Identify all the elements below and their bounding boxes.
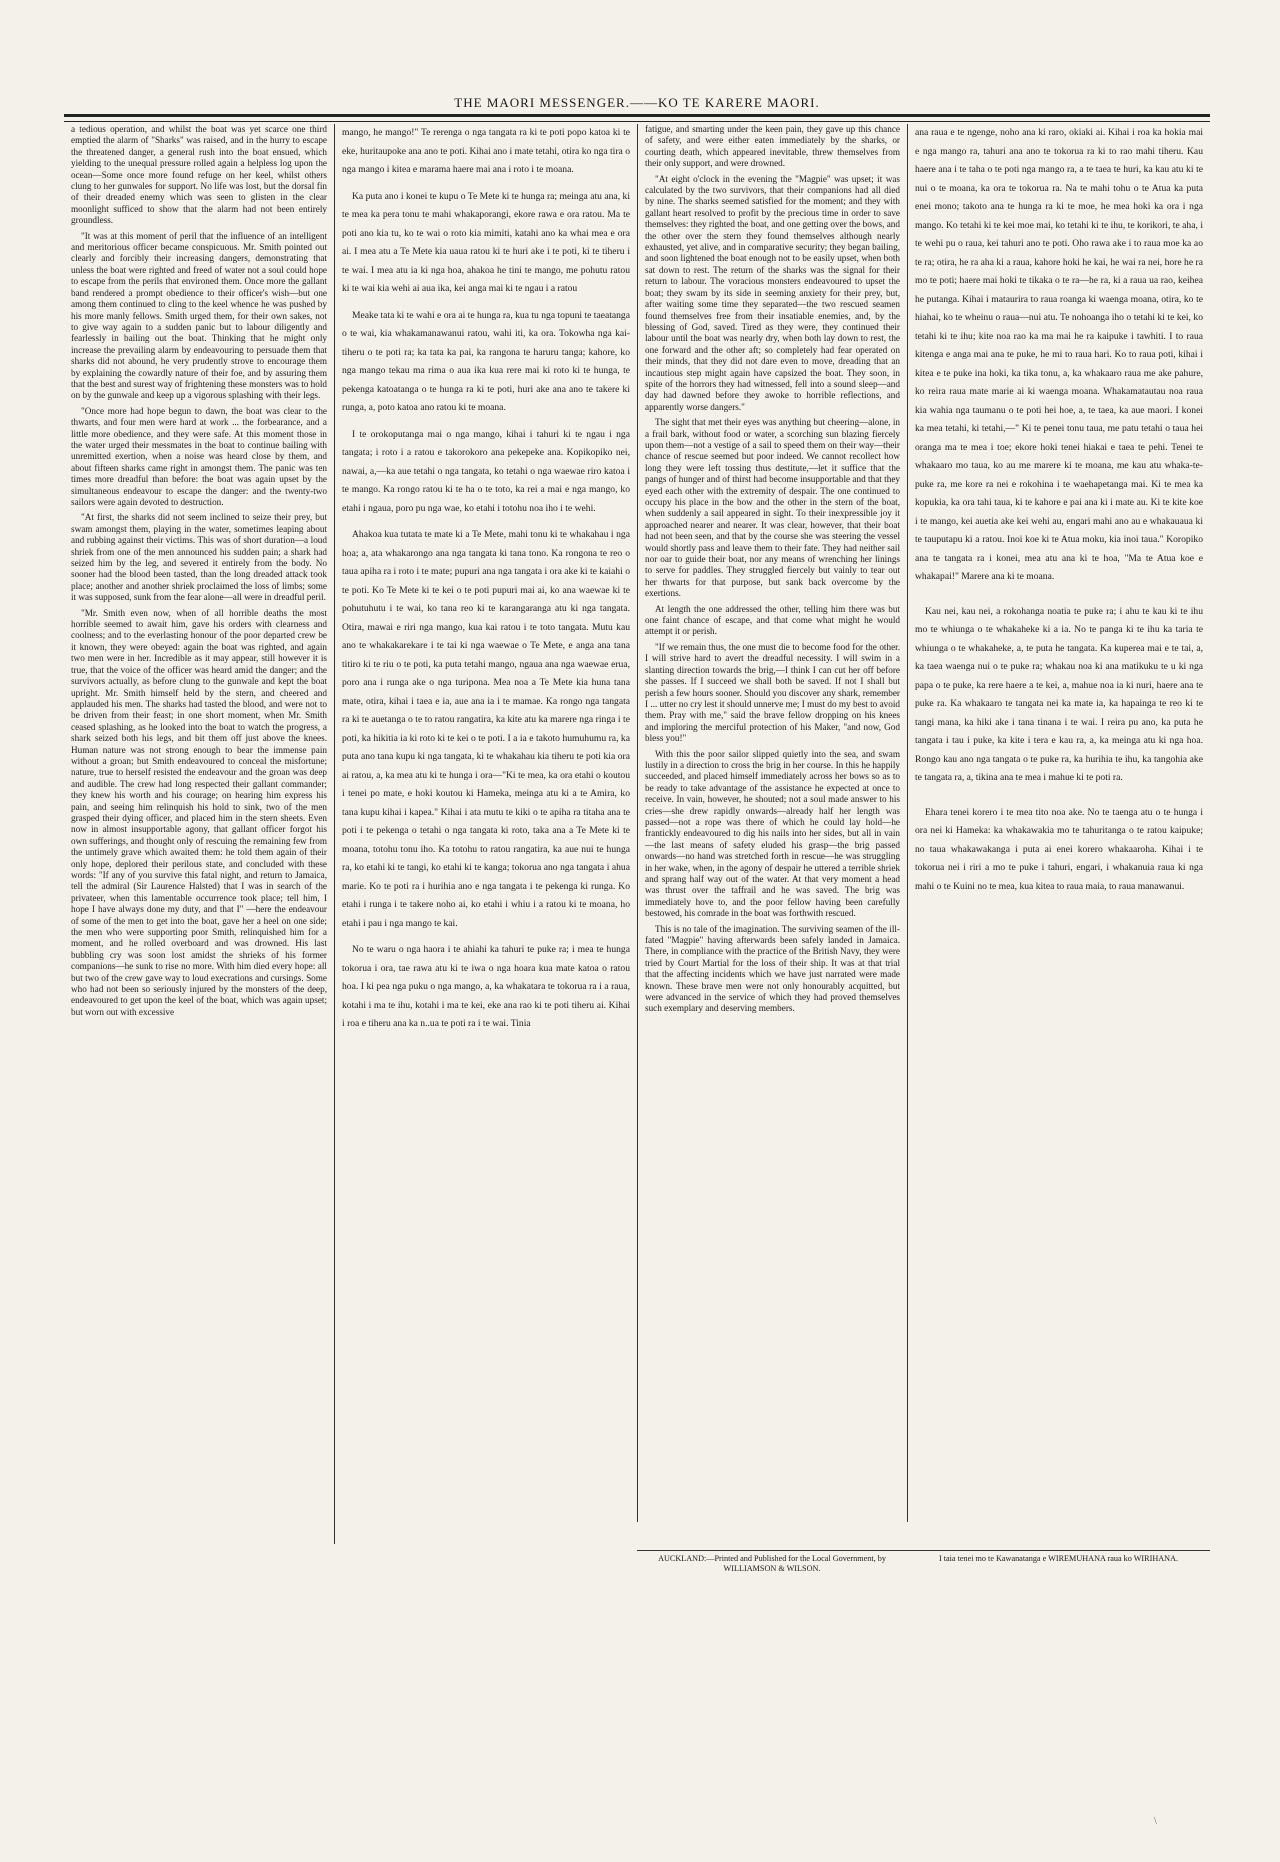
paragraph: No te waru o nga haora i te ahiahi ka tahuri te puke ra; i mea te hunga tokorua i ora, tae rawa atu ki te iwa o nga hoara kua mate katoa o ratou hoa. I ki pea nga puku o nga mango, a, ka whakatara te tokorua ra i a raua, kotahi i ma te ihu, kotahi i ma te kei, eke ana rao ki te poti tiheru ai. Kihai i roa e tiheru ana ka n..ua te poti ra i te wai. Tinia xyxy=(342,944,630,1029)
paragraph: This is no tale of the imagination. The surviving seamen of the ill-fated "Magpie" having afterwards been safely landed in Jamaica. There, in compliance with the practice of the British Navy, they were tried by Court Martial for the loss of their ship. It was at that trial that the affecting incidents which we have just narrated were made known. These brave men were not only honourably acquitted, but were advanced in the service of which they had proved themselves such exemplary and deserving members. xyxy=(645,923,900,1014)
paragraph: "At eight o'clock in the evening the "Magpie" was upset; it was calculated by the two survivors, that their companions had all died by nine. The sharks seemed satisfied for the moment; and they with gallant heart resolved to profit by the precious time in order to save themselves: they righted the boat, and one getting over the bows, and the other over the stern they found themselves although nearly exhausted, yet alive, and in comparative security; they began bailing, and soon lightened the boat enough not to be easily upset, when both sat down to rest. The return of the sharks was the signal for their return to labour. The voracious monsters endeavoured to upset the boat; they swam by its side in seeming anxiety for their prey, but, after waiting some time they separated—the two rescued seamen found themselves free from their insatiable enemies, and, by the blessing of God, saved. Tired as they were, they continued their labour until the boat was nearly dry, when both lay down to rest, the one forward and the other aft; so completely had fear operated on their minds, that they did not dare even to move, dreading that an incautious step might again have capsized the boat. They soon, in spite of the horrors they had witnessed, fell into a sound sleep—and day had dawned before they awoke to horrible reflections, and apparently worse dangers." xyxy=(645,173,900,412)
paragraph: With this the poor sailor slipped quietly into the sea, and swam lustily in a direction to cross the brig in her course. In this he happily succeeded, and placed himself immediately across her bows so as to be ready to take advantage of the assistance he expected at once to receive. In vain, however, he shouted; not a soul made answer to his cries—she drew rapidly onwards—already half her length was passed—not a rope was there of which he could lay hold—he frantickly endeavoured to dig his nails into her sides, but all in vain—the last means of safety eluded his grasp—the brig passed onwards—no hand was stretched forth in rescue—he was struggling in her wake, when, in the agony of despair he uttered a terrible shriek and sprang half way out of the water. At that very moment a head was thrust over the taffrail and he was saved. The brig was immediately hove to, and the poor fellow having been carefully bestowed, his comrade in the boat was forthwith rescued. xyxy=(645,748,900,919)
imprint-english: AUCKLAND:—Printed and Published for the Local Government, by WILLIAMSON & WILSON. xyxy=(637,1550,907,1574)
column-english-1 xyxy=(64,124,334,1544)
paragraph: I te orokoputanga mai o nga mango, kihai i tahuri ki te ngau i nga tangata; i roto i a ratou e takorokoro ana pekepeke ana. Kopikopiko nei, nawai, a,—ka aue tetahi o nga tangata, ko tetahi o nga waewae riro katoa i te mango. Ka rongo ratou ki te ha o te toto, ka rei a mai e nga mango, ko etahi i ngaua, poro pu nga wae, ko etahi i totohu noa iho i te wehi. xyxy=(342,428,630,514)
running-header: THE MAORI MESSENGER.——KO TE KARERE MAORI. xyxy=(454,95,820,110)
paragraph: a tedious operation, and whilst the boat was yet scarce one third emptied the alarm of "Sharks" was raised, and in the hurry to escape the threatened danger, a general rush into the boat ensued, which yielding to the unequal pressure rolled again a helpless log upon the ocean—Some once more found refuge on her keel, whilst others clung to her gunwales for support. No life was lost, but the dorsal fin of their dreaded enemy which was seen to glisten in the clear moonlight sufficed to show that the alarm had not been entirely groundless. xyxy=(71,124,327,226)
column-maori-2 xyxy=(907,124,1210,1522)
paragraph: Meake tata ki te wahi e ora ai te hunga ra, kua tu nga topuni te taeatanga o te wai, kia whakamanawanui ratou, wahi iti, ka ora. Tokowha nga kai-tiheru o te poti ra; ka tata ka pai, ka rangona te haruru tanga; kahore, ko nga mango tekau ma rima o aua ika kua rere mai ki roto ki te hunga, te pekenga katoatanga o te hunga ra ki te poti, huri ake ana ano te takere ki runga, a, poto katoa ano ratou ki te moana. xyxy=(342,309,630,413)
newspaper-page xyxy=(64,94,1210,1574)
paragraph: "It was at this moment of peril that the influence of an intelligent and meritorious officer became conspicuous. Mr. Smith pointed out clearly and forcibly their increasing dangers, demonstrating that unless the boat were righted and freed of water not a soul could hope to escape from the perils that environed them. Once more the gallant band rendered a prompt obedience to their officer's wish—but one among them continued to cling to the keel whence he was pushed by his more manly fellows. Smith urged them, for their own sakes, not to give way again to a sudden panic but to labour diligently and fearlessly in bailing out the boat. Thinking that he might only increase the prevailing alarm by endeavouring to persuade them that sharks did not abound, he very prudently strove to encourage them by explaining the cowardly nature of their foe, and by assuring them that the best and surest way of frightening these monsters was to hold on by the gunwale and keep up a vigorous splashing with their legs. xyxy=(71,230,327,401)
imprint-row xyxy=(64,1544,1210,1574)
paragraph: fatigue, and smarting under the keen pain, they gave up this chance of safety, and were either eaten immediately by the sharks, or courting death, which appeared inevitable, threw themselves from their only support, and were drowned. xyxy=(645,124,900,169)
text-columns xyxy=(64,124,1210,1544)
page-mark: \ xyxy=(1154,1816,1157,1827)
column-english-2 xyxy=(637,124,907,1522)
paragraph: The sight that met their eyes was anything but cheering—alone, in a frail bark, without food or water, a scorching sun blazing fiercely upon them—not a vestige of a sail to speed them on their way—their chance of rescue seemed but poor indeed. We cannot recollect how long they were left tossing thus destitute,—let it suffice that the pangs of hunger and of thirst had become insupportable and that they eyed each other with the extremity of despair. The one continued to occupy his place in the bow and the other in the stern of the boat, when suddenly a sail appeared in sight. To their inexpressible joy it approached nearer and nearer. It was clear, however, that their boat had not been seen, and that by the course she was steering the vessel would shortly pass and leave them to their fate. They had neither sail nor oar to guide their boat, nor any means of wrenching her linings to serve for paddles. They struggled fiercely but vainly to tear out her thwarts for that purpose, but sank back overcome by the exertions. xyxy=(645,417,900,599)
paragraph: At length the one addressed the other, telling him there was but one faint chance of escape, and that come what might he would attempt it or perish. xyxy=(645,603,900,637)
paragraph: Ehara tenei korero i te mea tito noa ake. No te taenga atu o te hunga i ora nei ki Hameka: ka whakawakia mo te tahuritanga o te ratou kaipuke; no taua whakawakanga i puta ai enei korero whakaaroha. Kihai i te tokorua nei i riri a mo te puke i tahuri, engari, i whakanuia raua ki nga mahi o te Kuini no te mea, kua kitea to raua maia, to raua manawanui. xyxy=(915,806,1203,892)
paragraph: ana raua e te ngenge, noho ana ki raro, okiaki ai. Kihai i roa ka hokia mai e nga mango ra, tahuri ana ano te tokorua ra ki to rao mahi tiheru. Kau haere ana i te taha o te poti nga mango ra, a te taea te huri, ka kau atu ki te nui o te moana, ka ora te tokorua ra. Na te mahi tohu o te Atua ka puta enei mono; takoto ana te hunga ra ki te moe, he mea hoki ka ora i nga mango. Ko tetahi ki te kei moe mai, ko tetahi ki te ihu, te korikori, te aha, i te wehi pu o raua, kei tahuri ano te poti. Oho rawa ake i to raua moe ka ao te ra; otira, he ra aha ki a raua, kahore hoki he kai, he wai ra nei, hore he ra mo te poti; haere mai hoki te tikaka o te ra—he ra, ki a raua ua rao, keihea he putanga. Kihai i mataurira to raua roanga ki waenga moana, otira, ko te hiahai, ko te wheinu o raua—nui atu. Te nohoanga iho o tetahi ki te kei, ko tetahi ki te ihu; kite noa rao ka ma mai he ra kaipuke i tawhiti. I to raua kitenga e anga mai ana te puke, he mi to raua hari. Ko to raua poti, kihai i kitea e te puke ina hoki, ka tika tonu, a, ka whakaaro raua me ake pahure, ko reira raua mate marie ai ki waenga moana. Whakamatautau noa raua kia wahia nga taumanu o te poti hei hoe, a, te taea, ka aue maori. I konei ka mea tetahi, ki tetahi,—" Ki te penei tonu taua, me patu tetahi o taua hei oranga ma te mea i toe; ekore hoki tenei hiakai e taea te pehi. Tenei te whakaaro mo taua, ko au me marere ki te moana, me kau atu whaka-te-puke ra, me kore ra nei e rokohina i te waehapetanga mai. Ki te mea ka kopukia, ka ora tahi taua, ki te kahore e pai ana ki i mate au. Ki te kite koe i te mango, kei auetia ake kei wehi au, engari mahi ano au e whakauaua ki te tauputapu ki a ratou. Inoi koe ki te Atua moku, kia inoi taua." Koropiko ana te tangata ra i konei, mea atu ana ki te hoa, "Ma te Atua koe e whakapai!" Marere ana ki te moana. xyxy=(915,127,1203,582)
header-rule xyxy=(64,114,1210,122)
paragraph: Ka puta ano i konei te kupu o Te Mete ki te hunga ra; meinga atu ana, ki te mea ka pera tonu te mahi whakaporangi, ekore rawa e ora ratou. Ma te poti ano kia tu, ko te wai o roto kia mimiti, katahi ano ka whai mea e ora ai. I mea atu a Te Mete kia uaua ratou ki te huri ake i te poti, ki te tiheru i te wai. I mea atu ia ki nga hoa, ahakoa he tini te mango, me pohutu ratou ki te wai kia wehi ai aua ika, kei anga mai ki te ngau i a ratou xyxy=(342,190,630,294)
paragraph: "If we remain thus, the one must die to become food for the other. I will strive hard to avert the dreadful necessity. I will swim in a slanting direction towards the brig,—I think I can cut her off before she passes. If I succeed we shall both be saved. If not I shall but perish a few hours sooner. Should you discover any shark, remember I ... utter no cry lest it should unnerve me; I must do my best to avoid them. Pray with me," said the brave fellow dropping on his knees and imploring the merciful protection of his Maker, "and now, God bless you!" xyxy=(645,641,900,744)
column-maori-1 xyxy=(334,124,637,1544)
paragraph: Kau nei, kau nei, a rokohanga noatia te puke ra; i ahu te kau ki te ihu mo te whiunga o te whakaheke ki a ia. No te panga ki te ihu ka taria te whiunga o te whakaheke, a, te puta he tangata. Ka kuperea mai e te tai, a, ka taea waenga nui o te puke ra; whakau noa ki ana matikuku te u ki nga papa o te puke, ka rere haere a te kei, a, mahue noa ia ki nuri, haere ana te puke ra. Ka whakaaro te tangata nei ka mate ia, ka hapainga te reo ki te tangi mana, ka hiki ake i tana tinana i te wai. I reira pu ano, ka puta he tangata i tau i puke, ka kite i tera e kau ra, a, ka meinga atu ki nga hoa. Rongo kau ano nga tangata o te puke ra, ka hurihia te ihu, ka tangohia ake te tangata ra, a, tikina ana te mea i mahue ki te poti ra. xyxy=(915,605,1203,783)
paragraph: "At first, the sharks did not seem inclined to seize their prey, but swam amongst them, playing in the water, sometimes leaping about and rubbing against their victims. This was of short duration—a loud shriek from one of the men announced his sudden pain; a shark had seized him by the leg, and severed it entirely from the body. No sooner had the blood been tasted, than the long dreaded attack took place; another and another shriek proclaimed the loss of limbs; some it was supposed, sunk from the fear alone—all were in dreadful peril. xyxy=(71,512,327,603)
imprint-maori: I taia tenei mo te Kawanatanga e WIREMUHANA raua ko WIRIHANA. xyxy=(907,1550,1210,1574)
paragraph: mango, he mango!" Te rerenga o nga tangata ra ki te poti popo katoa ki te eke, huritaupoke ana ano te poti. Kihai ano i mate tetahi, otira ko nga tira o nga mango i kitea e marama haere mai ana i roto i te moana. xyxy=(342,127,630,175)
paragraph: Ahakoa kua tutata te mate ki a Te Mete, mahi tonu ki te whakahau i nga hoa; a, ata whakarongo ana nga tangata ki tana tono. Ka rongona te reo o taua apiha ra i roto i te mate; pupuri ana nga tangata i ora ake ki te kaiahi o te poti. Ko Te Mete ki te kei o te poti pupuri mai ai, ko ana waewae ki te pohutuhutu i te wai, ko tana reo ki te karangaranga atu ki nga tangata. Otira, mawai e riri nga mango, kua kai ratou i te toto tangata. Mutu kau ano te whakakarekare i te tai ki nga waewae o Te Mete, e anga ana tana titiro ki te riu o te poti, ka puta tetahi mango, ngaua ana nga waewae erua, poro ana i runga ake o nga turipona. Mea noa a Te Mete kia huna tana mate, otira, kihai i taea e ia, aue ana ia i te mamae. Ka rongo nga tangata ra ki te auetanga o te to ratou rangatira, ka kite atu ka marere nga ringa i te poti, ka hikitia ia ki roto ki te kei o te poti. I a ia e takoto humuhumu ra, ka puta ano tana kupu ki nga tangata, ki te whakahau kia tiheru te poti kia ora ai ratou, a, ka mea atu ki te hunga i ora—"Ki te mea, ka ora etahi o koutou i tenei po mate, e hoki koutou ki Hameka, meinga atu ki a te Amira, ko tana kupu kihai i kapea." Kihai i ata mutu te kiki o te apiha ra titaha ana te poti i te pekenga o tetahi o nga tangata ki roto, taka ana a Te Mete ki te moana, totohu tonu iho. Ka totohu to ratou rangatira, ka aue nui te hunga ra, ko etahi ki te tangi, ko etahi ki te kanga; tokorua ano nga tangata i ahua marie. Ko te poti ra i hurihia ano e nga tangata i te pekenga ki runga. Ko etahi i runga i te takere noho ai, ko etahi i whiu i a ratou ki te moana, ho etahi i pau i nga mango te kai. xyxy=(342,529,630,929)
paragraph: "Mr. Smith even now, when of all horrible deaths the most horrible seemed to await him, gave his orders with clearness and coolness; and to the everlasting honour of the poor departed crew be it known, they were obeyed: again the boat was righted, and again two men were in her. Incredible as it may appear, still however it is true, that the voice of the officer was heard amid the danger; and the survivors actually, as before clung to the gunwale and kept the boat upright. Mr. Smith himself held by the stern, and cheered and applauded his men. The sharks had tasted the blood, and were not to be driven from their feast; in one short moment, when Mr. Smith ceased splashing, as he looked into the boat to watch the progress, a shark seized both his legs, and bit them off just above the knees. Human nature was not strong enough to bear the immense pain without a groan; but Smith endeavoured to conceal the misfortune; nature, true to herself resisted the endeavour and the groan was deep and audible. The crew had long respected their gallant commander; they knew his worth and his courage; on hearing him express his pain, and seeing him relinquish his hold to sink, two of the men grasped their dying officer, and placed him in the stern sheets. Even now in almost insupportable agony, that gallant officer forgot his own sufferings, and thought only of rescuing the remaining few from the untimely grave which awaited them: he told them again of their only hope, deplored their perilous state, and concluded with these words: "If any of you survive this fatal night, and return to Jamaica, tell the admiral (Sir Laurence Halsted) that I was in search of the privateer, when this lamentable occurrence took place; tell him, I hope I have always done my duty, and that I" —here the endeavour of some of the men to get into the boat, gave her a heel on one side; the men who were supporting poor Smith, relinquished him for a moment, and he rolled overboard and was drowned. His last bubbling cry was soon lost amidst the shrieks of his former companions—he sunk to rise no more. With him died every hope: all but two of the crew gave way to loud execrations and cursings. Some who had not been so seriously injured by the monsters of the deep, endeavoured to get upon the keel of the boat, which was again upset; but worn out with excessive xyxy=(71,607,327,1017)
paragraph: "Once more had hope begun to dawn, the boat was clear to the thwarts, and four men were hard at work ... the forbearance, and a little more obedience, and they were safe. At this moment those in the water urged their messmates in the boat to continue bailing with unremitted exertion, when a noise was heard close by them, and about fifteen sharks came right in amongst them. The panic was ten times more dreadful than before: the boat was again upset by the simultaneous endeavour to escape the danger: and the twenty-two sailors were again devoted to destruction. xyxy=(71,405,327,507)
